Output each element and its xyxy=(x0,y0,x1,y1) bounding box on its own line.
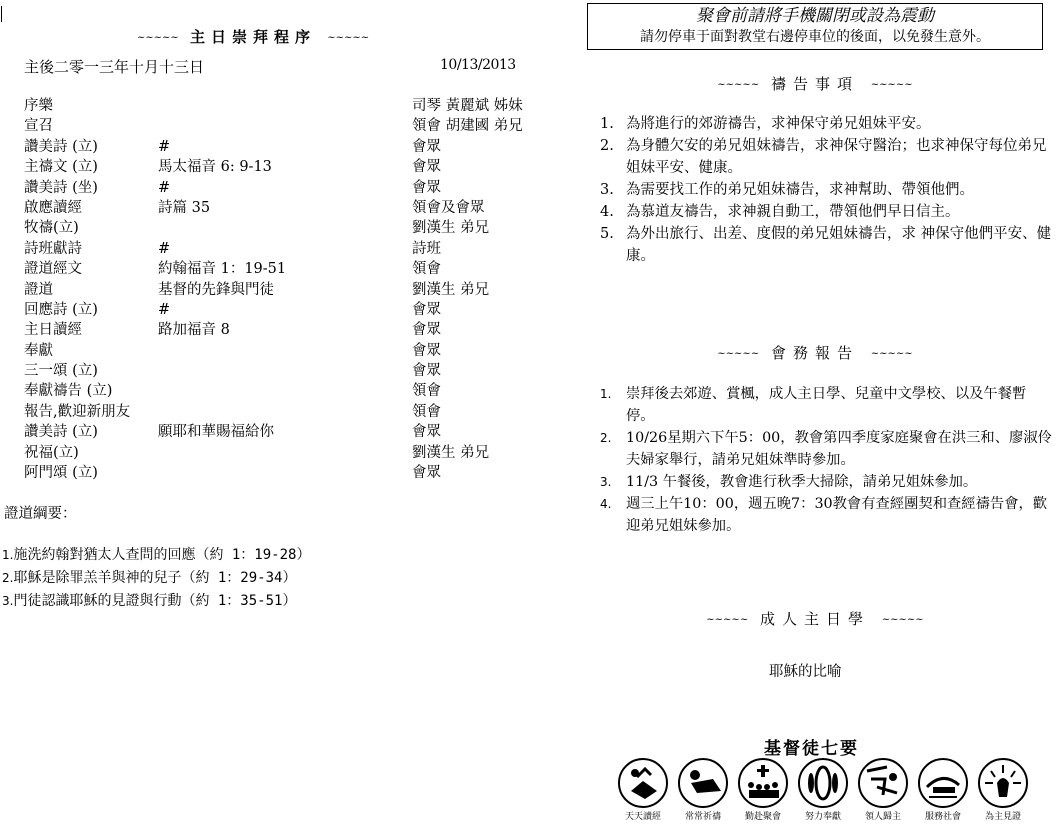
list-number: 5. xyxy=(600,226,614,242)
list-number: 2. xyxy=(600,431,612,445)
program-content: # xyxy=(158,240,171,257)
program-leader: 領會及會眾 xyxy=(412,199,485,216)
program-leader: 詩班 xyxy=(412,240,441,257)
program-leader: 會眾 xyxy=(412,342,441,359)
program-leader: 領會 xyxy=(412,403,441,420)
list-item xyxy=(600,471,1052,493)
list-text: 11/3 午餐後，教會進行秋季大掃除，請弟兄姐妹參加。 xyxy=(626,474,978,490)
program-content: 願耶和華賜福給你 xyxy=(158,424,274,441)
program-leader: 劉漢生 弟兄 xyxy=(412,444,490,461)
outline-text: 門徒認識耶穌的見證與行動（約 1：35-51） xyxy=(13,593,297,609)
ornament-right: ~~~~~ xyxy=(881,614,924,626)
program-row xyxy=(24,320,564,340)
list-item xyxy=(600,383,1052,427)
list-text: 為外出旅行、出差、度假的弟兄姐妹禱告，求 神保守他們平安、健康。 xyxy=(626,226,1052,264)
service-date-number: 10/13/2013 xyxy=(440,57,516,73)
bible-reading-icon xyxy=(617,757,675,809)
program-item: 主禱文 (立) xyxy=(24,159,98,176)
outline-text: 耶穌是除罪羔羊與神的兒子（約 1：29-34） xyxy=(13,570,297,586)
list-text: 10/26星期六下午5：00，教會第四季度家庭聚會在洪三和、廖淑伶夫婦家舉行，請弟兄姐妹準時參加。 xyxy=(626,430,1052,468)
program-item: 讚美詩 (立) xyxy=(24,138,98,155)
serving-icon xyxy=(917,757,975,809)
ornament-left: ~~~~~ xyxy=(706,614,749,626)
program-title-text: 主日崇拜程序 xyxy=(189,28,316,46)
essential-label: 為主見證 xyxy=(984,812,1021,822)
essential-label: 服務社會 xyxy=(924,812,961,822)
program-leader: 會眾 xyxy=(412,424,441,441)
ornament-right: ~~~~~ xyxy=(870,348,913,360)
seven-essentials-icons xyxy=(617,757,1037,809)
prayer-list xyxy=(600,113,1052,267)
program-leader: 會眾 xyxy=(412,465,441,482)
essential-label: 勤赴聚會 xyxy=(744,812,781,822)
program-row xyxy=(24,178,564,198)
program-item: 奉獻 xyxy=(24,342,53,359)
program-item: 三一頌 (立) xyxy=(24,363,98,380)
program-item: 啟應讀經 xyxy=(24,199,82,216)
program-item: 回應詩 (立) xyxy=(24,301,98,318)
program-row xyxy=(24,361,564,381)
essential-label: 領人歸主 xyxy=(864,812,901,822)
program-item: 序樂 xyxy=(24,98,53,114)
program-content: 約翰福音 1：19-51 xyxy=(158,261,287,278)
program-content: # xyxy=(158,301,171,318)
program-content: # xyxy=(158,138,171,155)
program-row xyxy=(24,280,564,300)
program-row xyxy=(24,341,564,361)
program-row xyxy=(24,443,564,463)
program-item: 讚美詩 (立) xyxy=(24,424,98,441)
outline-number: 1. xyxy=(2,548,14,562)
program-list xyxy=(24,96,564,483)
adult-school-section-title xyxy=(600,608,1030,629)
lesson-title: 耶穌的比喻 xyxy=(769,664,842,680)
program-section-title xyxy=(88,26,418,47)
list-number: 4. xyxy=(600,204,614,220)
essential-label: 常常祈禱 xyxy=(684,812,721,822)
program-leader: 領會 xyxy=(412,261,441,278)
seven-essentials-labels xyxy=(617,809,1037,825)
program-row xyxy=(24,463,564,483)
prayer-section-title xyxy=(600,73,1030,94)
ornament-left: ~~~~~ xyxy=(136,32,179,44)
list-number: 1. xyxy=(600,116,614,132)
outline-number: 2. xyxy=(2,571,14,585)
program-row xyxy=(24,300,564,320)
program-row xyxy=(24,239,564,259)
list-item xyxy=(600,427,1052,471)
church-gathering-icon xyxy=(737,757,795,809)
ornament-right: ~~~~~ xyxy=(327,32,370,44)
list-text: 為將進行的郊游禱告，求神保守弟兄姐妹平安。 xyxy=(626,116,931,132)
outline-item xyxy=(2,544,310,567)
evangelism-icon xyxy=(857,757,915,809)
program-item: 主日讀經 xyxy=(24,322,82,339)
program-item: 讚美詩 (坐) xyxy=(24,179,98,196)
adult-school-title-text: 成人主日學 xyxy=(759,610,870,628)
phone-notice-text: 聚會前請將手機關閉或設為震動 xyxy=(696,6,934,26)
service-date: 主後二零一三年十月十三日 xyxy=(24,58,205,76)
outline-number: 3. xyxy=(2,594,14,608)
list-item xyxy=(600,179,1052,201)
program-content: 路加福音 8 xyxy=(158,322,230,339)
program-item: 奉獻禱告 (立) xyxy=(24,383,113,400)
sermon-outline-title: 證道綱要： xyxy=(4,506,77,522)
program-content: # xyxy=(158,179,171,196)
program-row xyxy=(24,259,564,279)
ornament-left: ~~~~~ xyxy=(717,79,760,91)
program-row xyxy=(24,422,564,442)
program-content: 基督的先鋒與門徒 xyxy=(158,281,274,298)
list-item xyxy=(600,493,1052,537)
program-row xyxy=(24,198,564,218)
program-leader: 會眾 xyxy=(412,179,441,196)
ornament-right: ~~~~~ xyxy=(870,79,913,91)
program-row xyxy=(24,96,564,116)
program-row xyxy=(24,402,564,422)
list-number: 2. xyxy=(600,138,614,154)
program-row xyxy=(24,116,564,136)
program-item: 牧禱(立) xyxy=(24,220,79,237)
program-item: 詩班獻詩 xyxy=(24,240,82,257)
program-item: 宣召 xyxy=(24,118,53,135)
list-text: 週三上午10：00，週五晚7：30教會有查經團契和查經禱告會，歡迎弟兄姐妹參加。 xyxy=(626,496,1048,534)
program-leader: 會眾 xyxy=(412,322,441,339)
program-leader: 劉漢生 弟兄 xyxy=(412,220,490,237)
prayer-title-text: 禱告事項 xyxy=(770,75,859,93)
program-content: 詩篇 35 xyxy=(158,199,211,216)
essential-label: 努力奉獻 xyxy=(804,812,841,822)
program-item: 阿門頌 (立) xyxy=(24,465,98,482)
program-leader: 領會 xyxy=(412,383,441,400)
sermon-outline-list xyxy=(2,544,310,613)
program-item: 證道 xyxy=(24,281,53,298)
program-leader: 會眾 xyxy=(412,301,441,318)
program-leader: 司琴 黃麗斌 姊妹 xyxy=(412,98,523,114)
list-number: 3. xyxy=(600,475,612,489)
program-row xyxy=(24,218,564,238)
list-text: 崇拜後去郊遊、賞楓，成人主日學、兒童中文學校、以及午餐暫停。 xyxy=(626,386,1027,424)
program-row xyxy=(24,381,564,401)
praying-icon xyxy=(677,757,735,809)
witness-light-icon xyxy=(977,757,1035,809)
program-item: 證道經文 xyxy=(24,261,82,278)
outline-item xyxy=(2,567,310,590)
phone-notice-box xyxy=(587,3,1043,50)
list-number: 4. xyxy=(600,497,612,511)
news-title-text: 會務報告 xyxy=(770,344,859,362)
list-item xyxy=(600,113,1052,135)
offering-icon xyxy=(797,757,855,809)
list-number: 1. xyxy=(600,387,612,401)
list-text: 為身體欠安的弟兄姐妹禱告，求神保守醫治；也求神保守每位弟兄姐妹平安、健康。 xyxy=(626,138,1047,176)
program-row xyxy=(24,157,564,177)
list-item xyxy=(600,135,1052,179)
program-leader: 會眾 xyxy=(412,159,441,176)
list-text: 為需要找工作的弟兄姐妹禱告，求神幫助、帶領他們。 xyxy=(626,182,974,198)
program-leader: 領會 胡建國 弟兄 xyxy=(412,118,523,135)
news-list xyxy=(600,383,1052,537)
outline-text: 施洗約翰對猶太人查問的回應（約 1：19-28） xyxy=(13,547,311,563)
program-item: 祝福(立) xyxy=(24,444,79,461)
program-leader: 劉漢生 弟兄 xyxy=(412,281,490,298)
news-section-title xyxy=(600,342,1030,363)
parking-notice-text: 請勿停車于面對教堂右邊停車位的後面，以免發生意外。 xyxy=(640,29,990,45)
program-leader: 會眾 xyxy=(412,138,441,155)
program-leader: 會眾 xyxy=(412,363,441,380)
list-number: 3. xyxy=(600,182,614,198)
seven-essentials-title: 基督徒七要 xyxy=(764,739,859,759)
list-text: 為慕道友禱告，求神親自動工，帶領他們早日信主。 xyxy=(626,204,960,220)
list-item xyxy=(600,223,1052,267)
list-item xyxy=(600,201,1052,223)
ornament-left: ~~~~~ xyxy=(717,348,760,360)
essential-label: 天天讀經 xyxy=(624,812,661,822)
outline-item xyxy=(2,590,310,613)
program-item: 報告,歡迎新朋友 xyxy=(24,403,131,420)
program-row xyxy=(24,137,564,157)
program-content: 馬太福音 6: 9-13 xyxy=(158,159,272,176)
